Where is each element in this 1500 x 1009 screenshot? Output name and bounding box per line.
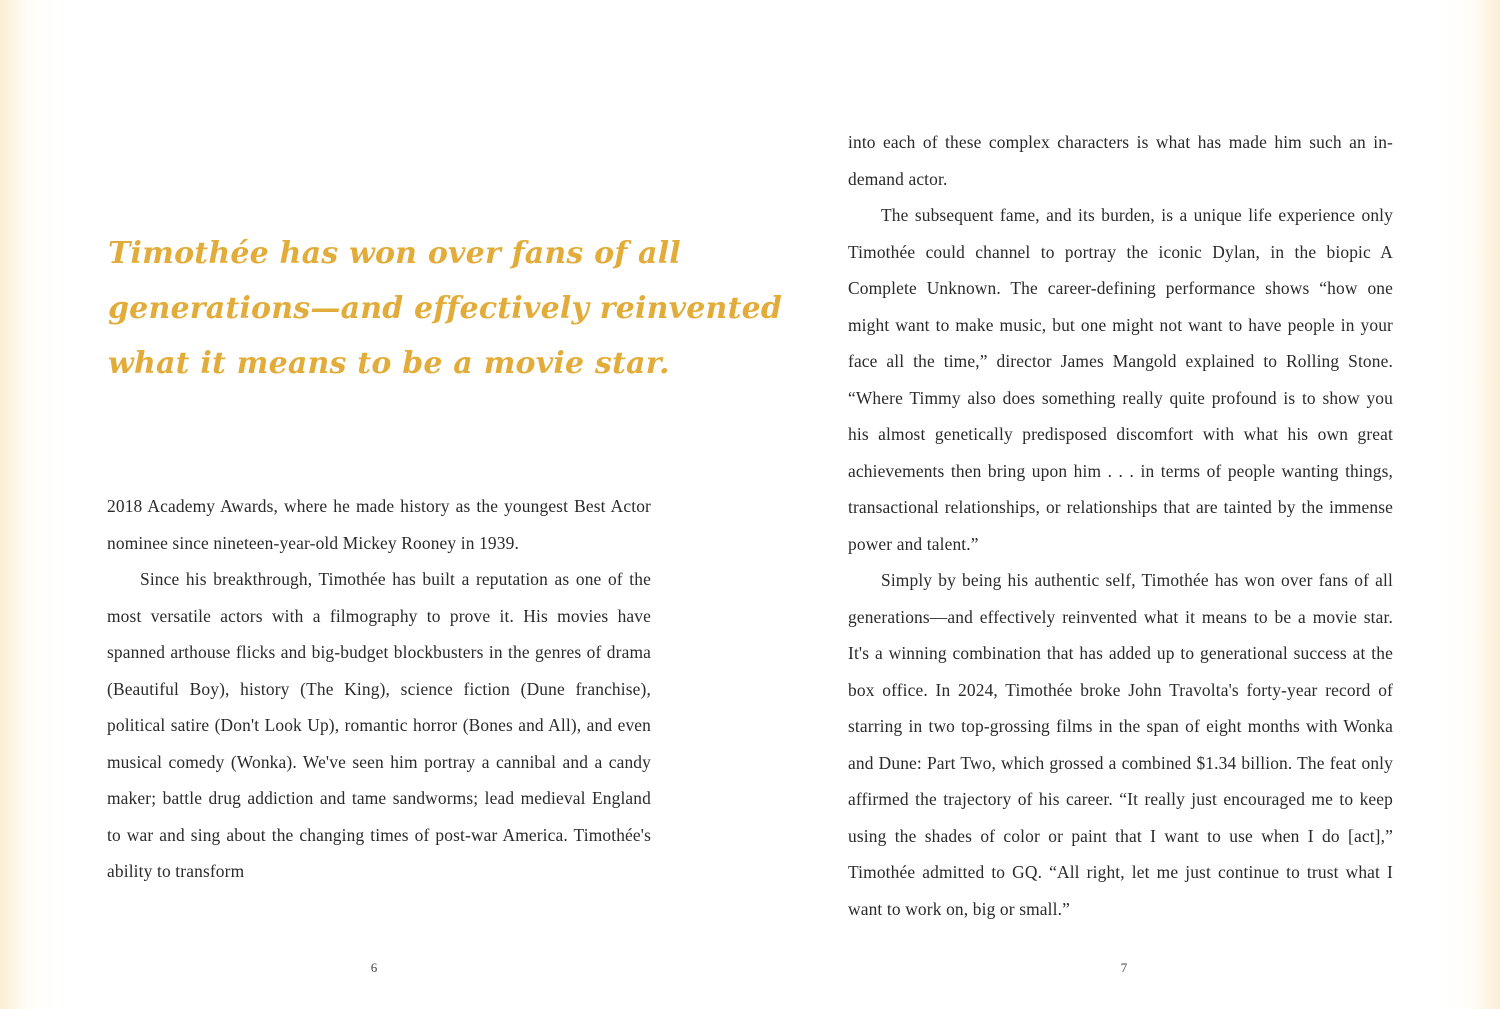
paragraph: 2018 Academy Awards, where he made history as the youngest Best Actor nominee since nineteen-year-old Mickey Rooney in 1939. — [107, 496, 651, 553]
page-number: 6 — [370, 960, 378, 975]
pull-quote — [108, 226, 783, 391]
right-page — [750, 0, 1500, 1009]
paragraph: into each of these complex characters is what has made him such an in-demand actor. — [848, 132, 1393, 189]
paragraph: Simply by being his authentic self, Timothée has won over fans of all generations—and effectively reinvented what it means to be a movie star. It's a winning combination that has added up to generational success at the box office. In 2024, Timothée broke John Travolta's forty-year record of starring in two top-grossing films in the span of eight months with Wonka and Dune: Part Two, which grossed a combined $1.34 billion. The feat only affirmed the trajectory of his career. “It really just encouraged me to keep using the shades of color or paint that I want to use when I do [act],” Timothée admitted to GQ. “All right, let me just continue to trust what I want to work on, big or small.” — [848, 570, 1393, 919]
page-number: 7 — [1120, 960, 1128, 975]
pull-quote-line: what it means to be a movie star. — [108, 346, 670, 381]
left-body-text — [107, 488, 651, 890]
paragraph: The subsequent fame, and its burden, is a unique life experience only Timothée could channel to portray the iconic Dylan, in the biopic A Complete Unknown. The career-defining performance shows “how one might want to make music, but one might not want to have people in your face all the time,” director James Mangold explained to Rolling Stone. “Where Timmy also does something really quite profound is to show you his almost genetically predisposed discomfort with what his own great achievements then bring upon him . . . in terms of people wanting things, transactional relationships, or relationships that are tainted by the immense power and talent.” — [848, 205, 1393, 554]
pull-quote-line: generations—and effectively reinvented — [108, 291, 783, 326]
pull-quote-line: Timothée has won over fans of all — [108, 236, 681, 271]
paragraph: Since his breakthrough, Timothée has built a reputation as one of the most versatile actors with a filmography to prove it. His movies have spanned arthouse flicks and big-budget blockbusters in the genres of drama (Beautiful Boy), history (The King), science fiction (Dune franchise), political satire (Don't Look Up), romantic horror (Bones and All), and even musical comedy (Wonka). We've seen him portray a cannibal and a candy maker; battle drug addiction and tame sandworms; lead medieval England to war and sing about the changing times of post-war America. Timothée's ability to transform — [107, 569, 651, 881]
right-body-text — [848, 124, 1393, 927]
